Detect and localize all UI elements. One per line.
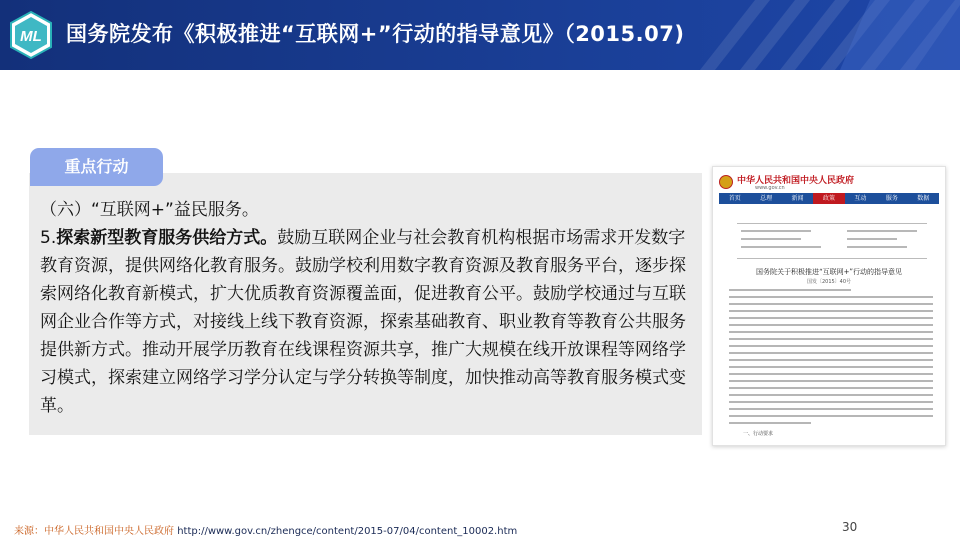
section-heading: （六）“互联网+”益民服务。 xyxy=(40,200,259,220)
header-bar xyxy=(0,0,960,70)
doc-title: 国务院关于积极推进“互联网+”行动的指导意见 xyxy=(755,268,903,276)
document-screenshot xyxy=(712,166,946,446)
doc-header xyxy=(719,173,919,193)
doc-nav-item: 新闻 xyxy=(791,195,804,202)
logo-icon xyxy=(6,10,56,60)
doc-site-url: www.gov.cn xyxy=(755,185,785,191)
logo-text: ML xyxy=(20,28,42,45)
source-citation xyxy=(14,522,517,537)
item-title: 探索新型教育服务供给方式。 xyxy=(56,228,278,248)
doc-nav-item: 服务 xyxy=(885,195,898,202)
doc-nav-item: 互动 xyxy=(854,195,867,202)
doc-meta-table xyxy=(737,223,927,259)
emblem-icon xyxy=(719,175,733,189)
doc-section-heading: 一、行动要求 xyxy=(743,431,774,437)
content-text xyxy=(40,196,695,420)
doc-nav-bar xyxy=(719,193,939,204)
item-body: 鼓励互联网企业与社会教育机构根据市场需求开发数字教育资源，提供网络化教育服务。鼓励学校利用数字教育资源及教育服务平台，逐步探索网络化教育新模式，扩大优质教育资源覆盖面，促进教育公平。鼓励学校通过与互联网企业合作等方式，对接线上线下教育资源，探索基础教育、职业教育等教育公共服务提供新方式。推动开展学历教育在线课程资源共享，推广大规模在线开放课程等网络学习模式，探索建立网络学习学分认定与学分转换等制度，加快推动高等教育服务模式变革。 xyxy=(40,228,686,416)
source-label: 来源：中华人民共和国中央人民政府 xyxy=(14,526,174,537)
item-number: 5. xyxy=(40,228,57,248)
page-number: 30 xyxy=(842,520,858,534)
doc-nav-item: 数据 xyxy=(917,195,930,202)
doc-nav-item: 总理 xyxy=(760,195,773,202)
section-tag: 重点行动 xyxy=(30,148,163,186)
page-title: 国务院发布《积极推进“互联网+”行动的指导意见》（2015.07) xyxy=(66,22,685,46)
source-link[interactable]: http://www.gov.cn/zhengce/content/2015-07/04/content_10002.htm xyxy=(177,526,518,537)
doc-site-name: 中华人民共和国中央人民政府 xyxy=(737,176,855,186)
decorative-stripes xyxy=(660,0,960,70)
doc-nav-item: 首页 xyxy=(728,195,741,202)
doc-subtitle: 国发〔2015〕40号 xyxy=(806,279,852,285)
doc-body-lines xyxy=(729,289,933,429)
doc-nav-item-active: 政策 xyxy=(813,193,844,204)
